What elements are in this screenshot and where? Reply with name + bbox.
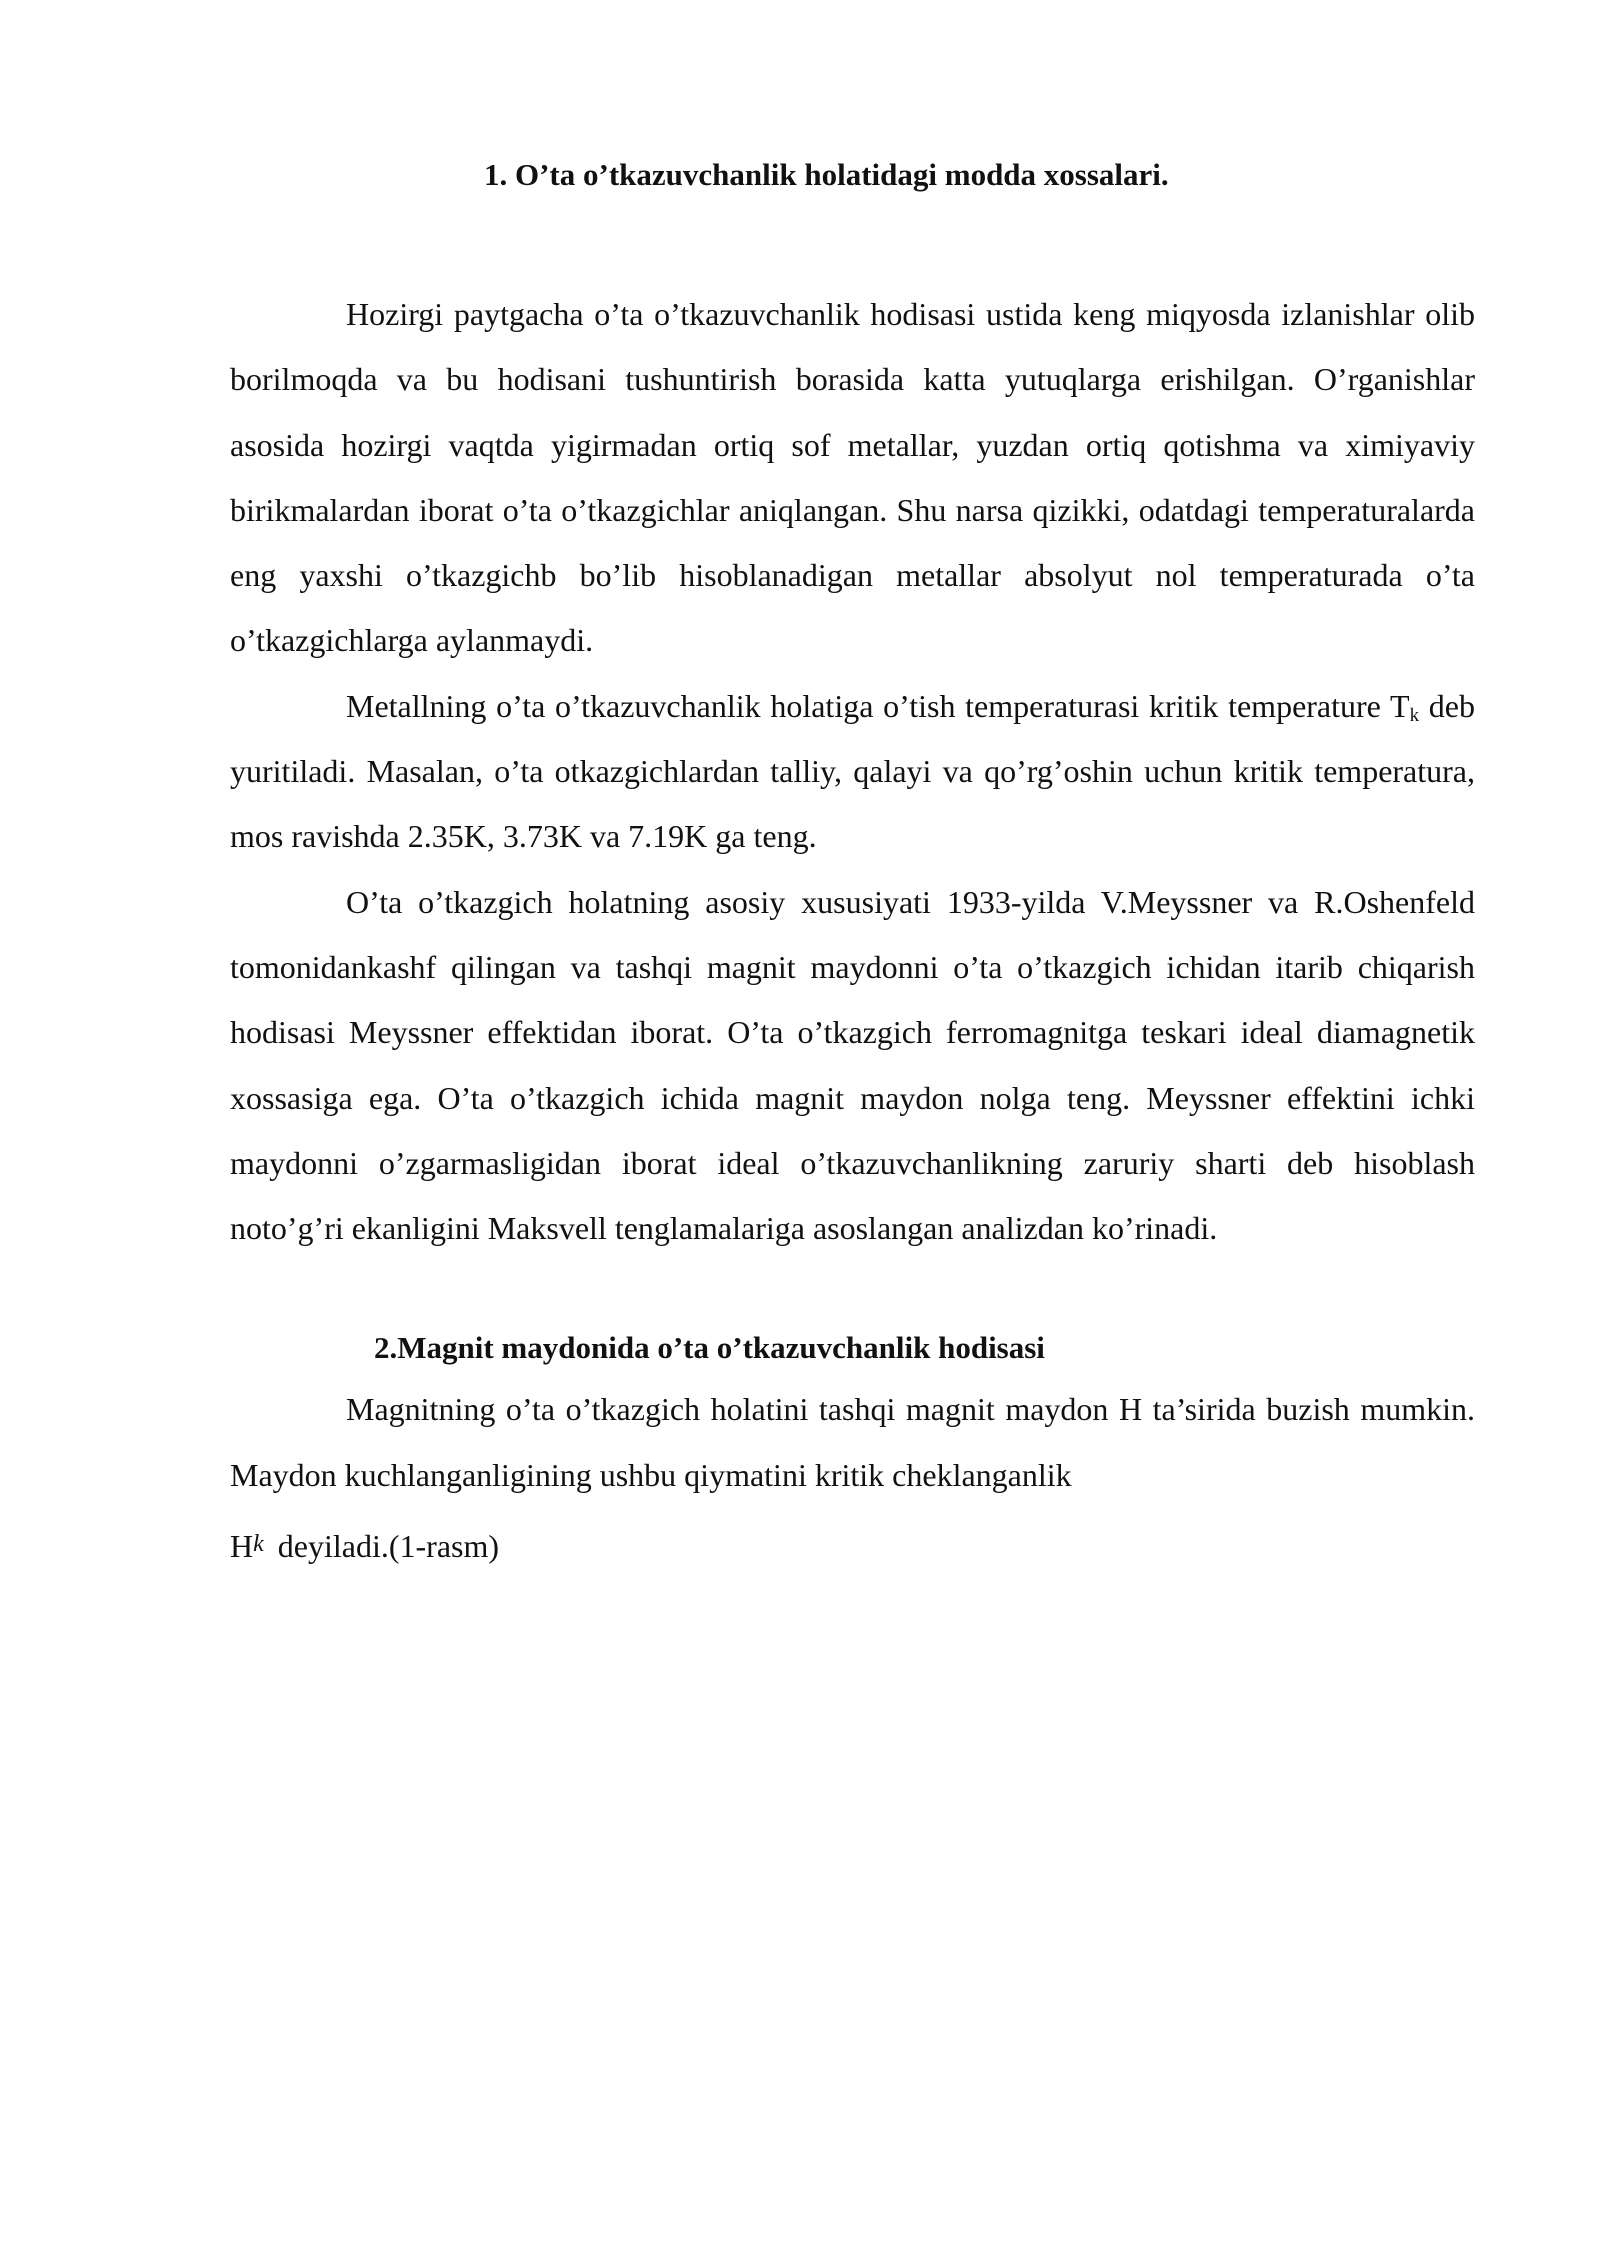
section-1-paragraph-3: O’ta o’tkazgich holatning asosiy xususiyati 1933-yilda V.Meyssner va R.Oshenfeld tomonidankashf qilingan va tashqi magnit maydonni o’ta o’tkazgich ichidan itarib chiqarish hodisasi Meyssner effektidan iborat. O’ta o’tkazgich ferromagnitga teskari ideal diamagnetik xossasiga ega. O’ta o’tkazgich ichida magnit maydon nolga teng. Meyssner effektini ichki maydonni o’zgarmasligidan iborat ideal o’tkazuvchanlikning zaruriy sharti deb hisoblash noto’g’ri ekanligini Maksvell tenglamalariga asoslangan analizdan ko’rinadi. <box>230 883 1475 1247</box>
paragraph-2-text-end: deb yuritiladi. Masalan, o’ta otkazgichlardan talliy, qalayi va qo’rg’oshin uchun kritik temperatura, mos ravishda 2.35K, 3.73K va 7.19K ga teng. <box>230 687 1476 855</box>
section-1-heading: 1. O’ta o’tkazuvchanlik holatidagi modda xossalari. <box>484 157 1169 192</box>
closing-text: deyiladi.(1-rasm) <box>277 1528 500 1565</box>
subscript-k: k <box>1409 704 1420 726</box>
paragraph-2-text-start: Metallning o’ta o’tkazuvchanlik holatiga o’tish temperaturasi kritik temperature T <box>346 687 1410 724</box>
section-1-paragraph-2 <box>230 674 1475 870</box>
section-2-heading: 2.Magnit maydonida o’ta o’tkazuvchanlik hodisasi <box>374 1330 1045 1366</box>
superscript-k: k <box>253 1531 264 1558</box>
section-1-paragraph-1: Hozirgi paytgacha o’ta o’tkazuvchanlik hodisasi ustida keng miqyosda izlanishlar olib borilmoqda va bu hodisani tushuntirish borasida katta yutuqlarga erishilgan. O’rganishlar asosida hozirgi vaqtda yigirmadan ortiq sof metallar, yuzdan ortiq qotishma va ximiyaviy birikmalardan iborat o’ta o’tkazgichlar aniqlangan. Shu narsa qizikki, odatdagi temperaturalarda eng yaxshi o’tkazgichb bo’lib hisoblanadigan metallar absolyut nol temperaturada o’ta o’tkazgichlarga aylanmaydi. <box>230 296 1475 659</box>
document-page <box>230 150 1475 1579</box>
section-2-paragraph-1: Magnitning o’ta o’tkazgich holatini tashqi magnit maydon H ta’sirida buzish mumkin. Maydon kuchlanganligining ushbu qiymatini kritik cheklanganlik <box>230 1391 1475 1493</box>
section-2-paragraph-1-end <box>230 1514 1475 1579</box>
h-symbol: H <box>230 1528 254 1565</box>
